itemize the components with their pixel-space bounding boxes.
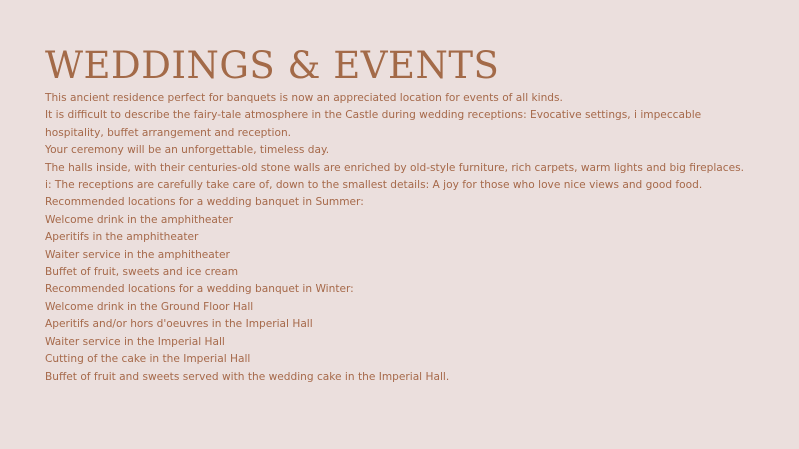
receptions-line: i: The receptions are carefully take care of, down to the smallest details: A joy for those who love nice views and good food. bbox=[45, 179, 703, 192]
summer-item: Welcome drink in the amphitheater bbox=[45, 213, 233, 226]
atmosphere-line-continued: hospitality, buffet arrangement and reception. bbox=[45, 126, 292, 139]
winter-item: Buffet of fruit and sweets served with the wedding cake in the Imperial Hall. bbox=[45, 370, 450, 383]
halls-line: The halls inside, with their centuries-old stone walls are enriched by old-style furniture, rich carpets, warm lights and big fireplaces. bbox=[45, 161, 744, 174]
atmosphere-line: It is difficult to describe the fairy-tale atmosphere in the Castle during wedding receptions: Evocative settings, i impeccable bbox=[45, 109, 702, 122]
winter-item: Waiter service in the Imperial Hall bbox=[45, 335, 225, 348]
intro-line: This ancient residence perfect for banquets is now an appreciated location for events of all kinds. bbox=[45, 92, 563, 104]
page-title: WEDDINGS & EVENTS bbox=[45, 44, 500, 87]
winter-item: Cutting of the cake in the Imperial Hall bbox=[45, 353, 251, 366]
summer-heading: Recommended locations for a wedding banquet in Summer: bbox=[45, 196, 364, 209]
winter-heading: Recommended locations for a wedding banquet in Winter: bbox=[45, 283, 354, 296]
winter-item: Aperitifs and/or hors d'oeuvres in the Imperial Hall bbox=[45, 318, 313, 331]
body-text bbox=[45, 90, 790, 386]
summer-item: Buffet of fruit, sweets and ice cream bbox=[45, 266, 239, 279]
summer-item: Aperitifs in the amphitheater bbox=[45, 231, 199, 244]
ceremony-line: Your ceremony will be an unforgettable, timeless day. bbox=[45, 144, 330, 157]
summer-item: Waiter service in the amphitheater bbox=[45, 248, 230, 261]
winter-item: Welcome drink in the Ground Floor Hall bbox=[45, 300, 254, 313]
